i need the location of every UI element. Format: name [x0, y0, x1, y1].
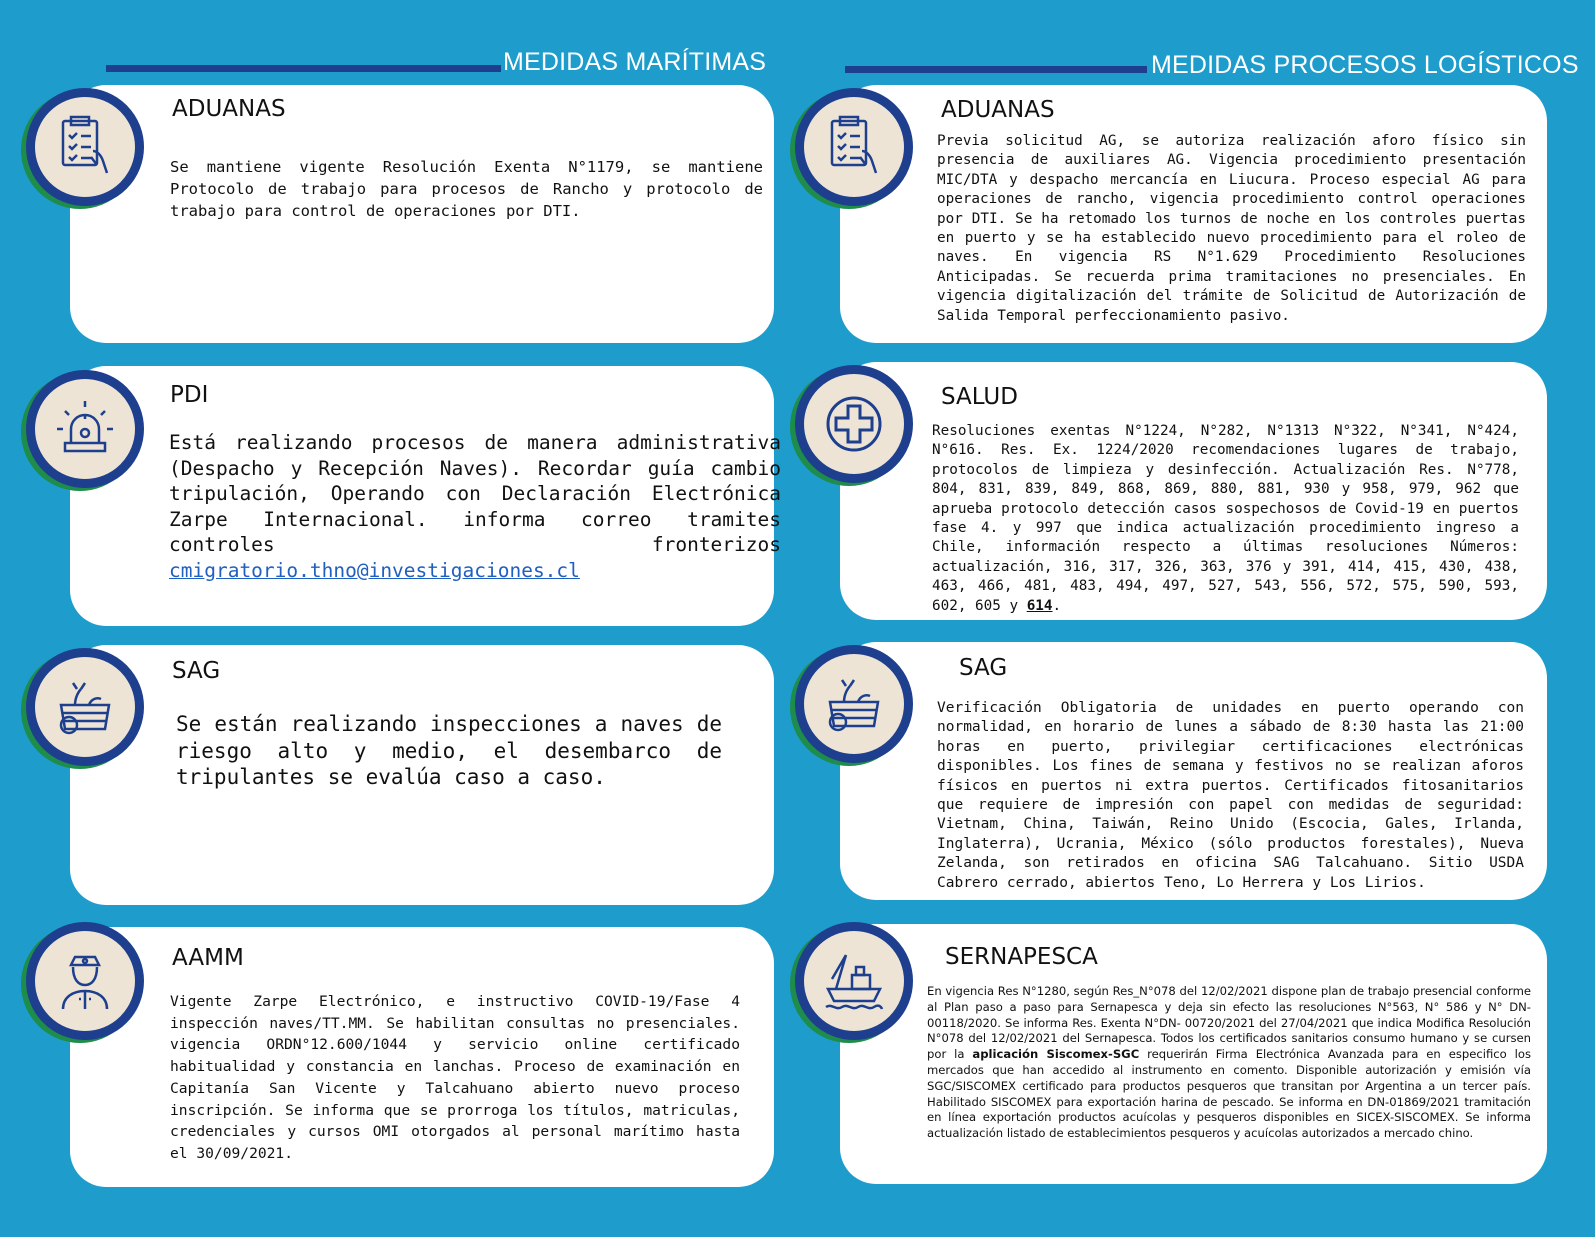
siren-alarm-icon [26, 370, 144, 488]
card-aamm [70, 927, 774, 1187]
card-body: Previa solicitud AG, se autoriza realización aforo físico sin presencia de auxiliares AG. Vigencia procedimiento presentación MIC/DTA y despacho mercancía en Liucura. Proceso especial AG para operaciones de rancho, vigencia procedimiento control operaciones por DTI. Se ha retomado los turnos de noche en los controles puertas en puerto y se ha establecido nuevo procedimiento para el roleo de naves. En vigencia RS N°1.629 Procedimiento Resoluciones Anticipadas. Se recuerda prima tramitaciones no presenciales. En vigencia digitalización del trámite de Solicitud de Autorización de Salida Temporal perfeccionamiento pasivo. [937, 133, 1526, 324]
right-column-header: MEDIDAS PROCESOS LOGÍSTICOS [1151, 51, 1579, 79]
card-body: Se mantiene vigente Resolución Exenta N°1179, se mantiene Protocolo de trabajo para procesos de Rancho y protocolo de trabajo para control de operaciones por DTI. [170, 158, 763, 220]
produce-basket-icon [26, 648, 144, 766]
card-title: ADUANAS [941, 97, 1055, 123]
health-cross-icon [795, 365, 913, 483]
card-body-emphasis: aplicación Siscomex-SGC [972, 1047, 1140, 1062]
card-sag-logisticos [840, 642, 1547, 900]
fishing-ship-icon [795, 922, 913, 1040]
card-sag-maritimas [70, 645, 774, 905]
card-salud [840, 362, 1547, 620]
card-title: AAMM [172, 945, 244, 971]
card-body: Vigente Zarpe Electrónico, e instructivo COVID-19/Fase 4 inspección naves/TT.MM. Se habilitan consultas no presenciales. vigencia ORDN°12.600/1044 y servicio online certificado habitualidad y constancia en lanchas. Proceso de examinación en Capitanía San Vicente y Talcahuano abierto nuevo proceso inscripción. Se informa que se prorroga los títulos, matriculas, credenciales y cursos OMI otorgados al personal marítimo hasta el 30/09/2021. [170, 993, 740, 1162]
card-aduanas-maritimas [70, 85, 774, 343]
email-link[interactable]: cmigratorio.thno@investigaciones.cl [169, 558, 580, 582]
card-body-tail: requerirán Firma Electrónica Avanzada para en especifico los mercados que han accedido al instrumento en comento. Disponible autorización y emisión vía SGC/SISCOMEX certificado para productos pesqueros que transitan por Argentina a un tercer país. Habilitado SISCOMEX para exportación harina de pescado. Se informa en DN-01869/2021 tramitación en línea exportación productos acuícolas y pesqueros disponibles en SICEX-SISCOMEX. Se informa actualización listado de establecimientos pesqueros y acuícolas autorizados a mercado chino. [927, 1047, 1532, 1141]
card-body: Verificación Obligatoria de unidades en puerto operando con normalidad, en horario de lunes a sábado de 8:30 hasta las 21:00 horas en puerto, privilegiar certificaciones electrónicas disponibles. Los fines de semana y festivos no se realizan aforos físicos en puertos ni extra puertos. Certificados fitosanitarios que requiere de impresión con papel con medidas de seguridad: Vietnam, China, Taiwán, Reino Unido (Escocia, Gales, Irlanda, Inglaterra), Ucrania, México (sólo productos forestales), Nueva Zelanda, son retirados en oficina SAG Talcahuano. Sitio USDA Cabrero cerrado, abiertos Teno, Lo Herrera y Los Lirios. [937, 700, 1524, 891]
left-header-bar [106, 65, 501, 72]
card-body-emphasis: 614 [1026, 597, 1053, 614]
card-body [927, 984, 1531, 1142]
card-body [169, 430, 781, 583]
card-sernapesca [840, 924, 1547, 1184]
card-body: Se están realizando inspecciones a naves de riesgo alto y medio, el desembarco de tripulantes se evalúa caso a caso. [176, 712, 722, 789]
card-title: SAG [959, 655, 1008, 681]
card-title: SERNAPESCA [945, 944, 1098, 970]
card-title: SAG [172, 658, 221, 684]
card-body-tail: . [1052, 597, 1062, 614]
card-title: ADUANAS [172, 96, 286, 122]
customs-checklist-icon [26, 88, 144, 206]
card-body [932, 422, 1519, 616]
card-body-text: Resoluciones exentas N°1224, N°282, N°1313 N°322, N°341, N°424, N°616. Res. Ex. 1224/2020 recomendaciones lugares de trabajo, protocolos de limpieza y desinfección. Actualización Res. N°778, 804, 831, 839, 849, 868, 869, 880, 881, 930 y 958, 979, 962 que aprueba protocolo detección casos sospechosos de Covid-19 en puertos fase 4. y 997 que indica actualización procedimiento ingreso a Chile, información respecto a últimas resoluciones Números: actualización, 316, 317, 326, 363, 376 y 391, 414, 415, 430, 438, 463, 466, 481, 483, 494, 497, 527, 543, 556, 572, 575, 590, 593, 602, 605 y [932, 423, 1519, 614]
captain-person-icon [26, 922, 144, 1040]
right-header-bar [845, 66, 1147, 73]
card-aduanas-logisticos [840, 85, 1547, 343]
card-pdi [70, 366, 781, 626]
produce-basket-icon [795, 645, 913, 763]
card-body-text: Está realizando procesos de manera administrativa (Despacho y Recepción Naves). Recordar guía cambio tripulación, Operando con Declaración Electrónica Zarpe Internacional. informa correo tramites controles fronterizos [169, 431, 781, 556]
card-title: SALUD [941, 384, 1018, 410]
card-body-text: En vigencia Res N°1280, según Res_N°078 del 12/02/2021 dispone plan de trabajo presencial conforme al Plan paso a paso para Sernapesca y deja sin efecto las resoluciones N°563, N° 586 y N° DN- 00118/2020. Se informa Res. Exenta N°DN- 00720/2021 del 27/04/2021 que indica Modifica Resolución N°078 del 12/02/2021 del Sernapesca. Todos los certificados sanitarios consumo humano y se cursen por la [927, 984, 1531, 1062]
left-column-header: MEDIDAS MARÍTIMAS [503, 48, 767, 76]
customs-checklist-icon [795, 88, 913, 206]
card-title: PDI [170, 382, 209, 408]
